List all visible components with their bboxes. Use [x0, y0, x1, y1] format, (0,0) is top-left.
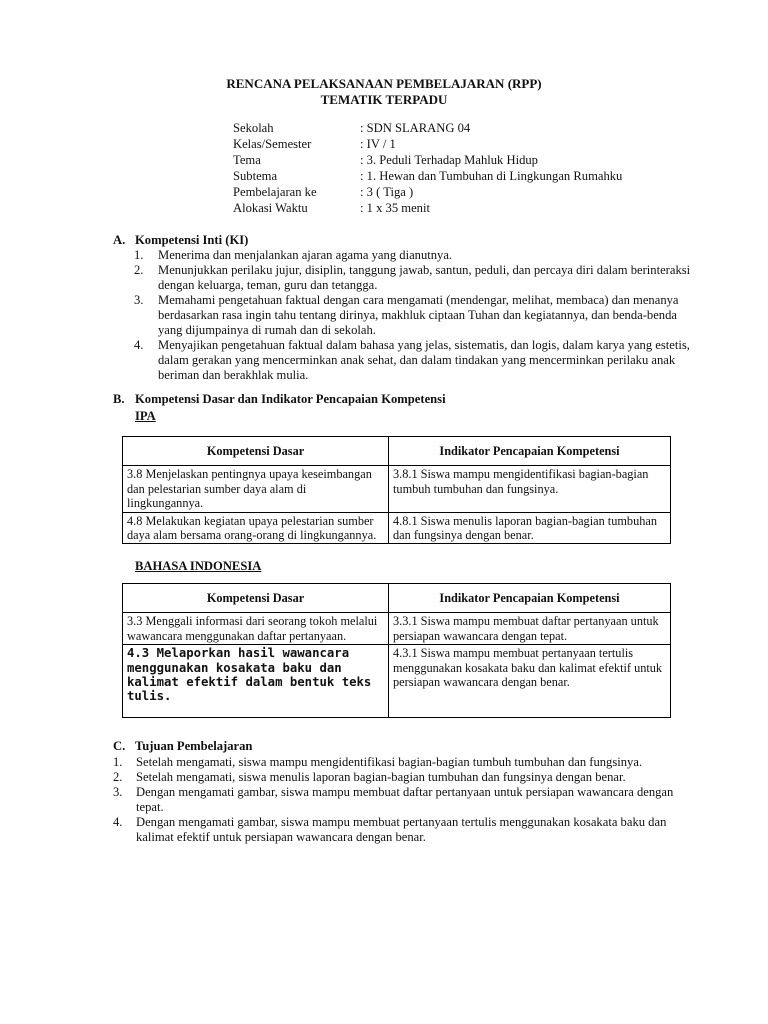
- column-header: Indikator Pencapaian Kompetensi: [389, 584, 671, 613]
- section-title: Kompetensi Dasar dan Indikator Pencapaian Kompetensi: [135, 392, 446, 406]
- identity-label: Kelas/Semester: [233, 137, 312, 151]
- identity-label: Alokasi Waktu: [233, 201, 308, 215]
- table-cell: 3.8.1 Siswa mampu mengidentifikasi bagian-bagian tumbuh tumbuhan dan fungsinya.: [389, 466, 671, 512]
- item-number: 4.: [113, 815, 123, 829]
- tujuan-list: [113, 755, 693, 845]
- table-cell: 3.3.1 Siswa mampu membuat daftar pertanyaan untuk persiapan wawancara dengan tepat.: [389, 613, 671, 645]
- list-item: [113, 785, 693, 815]
- section-letter: C.: [113, 739, 126, 753]
- item-number: 4.: [134, 338, 144, 352]
- identity-value: : SDN SLARANG 04: [360, 121, 471, 135]
- column-header: Kompetensi Dasar: [123, 437, 389, 466]
- identity-value: : 3. Peduli Terhadap Mahluk Hidup: [360, 153, 538, 167]
- table-cell: 3.3 Menggali informasi dari seorang tokoh melalui wawancara menggunakan daftar pertanyaan.: [123, 613, 389, 645]
- table-header-row: [123, 584, 671, 613]
- identity-label: Tema: [233, 153, 261, 167]
- column-header: Indikator Pencapaian Kompetensi: [389, 437, 671, 466]
- section-letter: A.: [113, 233, 126, 247]
- identity-value: : 1. Hewan dan Tumbuhan di Lingkungan Rumahku: [360, 169, 623, 183]
- table-cell: 4.8.1 Siswa menulis laporan bagian-bagian tumbuhan dan fungsinya dengan benar.: [389, 512, 671, 544]
- section-c-heading: [113, 739, 713, 755]
- item-text: Setelah mengamati, siswa menulis laporan bagian-bagian tumbuhan dan fungsinya dengan benar.: [136, 770, 626, 784]
- identity-label: Pembelajaran ke: [233, 185, 317, 199]
- item-text: Dengan mengamati gambar, siswa mampu membuat daftar pertanyaan untuk persiapan wawancara dengan tepat.: [136, 785, 674, 814]
- identity-value: : 3 ( Tiga ): [360, 185, 414, 199]
- item-number: 1.: [113, 755, 123, 769]
- item-number: 3.: [134, 293, 144, 307]
- subject-bindo-label: BAHASA INDONESIA: [135, 559, 262, 573]
- subject-ipa-label: IPA: [135, 409, 156, 423]
- table-row: [123, 645, 671, 718]
- item-text: Menunjukkan perilaku jujur, disiplin, tanggung jawab, santun, peduli, dan percaya diri dalam berinteraksi dengan keluarga, teman, guru dan tetangga.: [158, 263, 691, 292]
- table-cell: 4.3 Melaporkan hasil wawancara menggunakan kosakata baku dan kalimat efektif dalam bentuk teks tulis.: [123, 645, 389, 718]
- list-item: [134, 248, 694, 263]
- table-row: [123, 466, 671, 512]
- section-b-heading: [113, 392, 713, 408]
- item-number: 2.: [113, 770, 123, 784]
- table-cell: 4.8 Melakukan kegiatan upaya pelestarian sumber daya alam bersama orang-orang di lingkungannya.: [123, 512, 389, 544]
- item-number: 3.: [113, 785, 123, 799]
- section-letter: B.: [113, 392, 125, 406]
- list-item: [134, 338, 694, 383]
- item-text: Setelah mengamati, siswa mampu mengidentifikasi bagian-bagian tumbuh tumbuhan dan fungsinya.: [136, 755, 643, 769]
- item-text: Menerima dan menjalankan ajaran agama yang dianutnya.: [158, 248, 453, 262]
- identity-label: Sekolah: [233, 121, 274, 135]
- section-a-heading: [113, 233, 713, 249]
- list-item: [113, 815, 693, 845]
- table-header-row: [123, 437, 671, 466]
- item-text: Menyajikan pengetahuan faktual dalam bahasa yang jelas, sistematis, dan logis, dalam karya yang estetis, dalam gerakan yang mencerminkan anak sehat, dan dalam tindakan yang mencerminkan perilaku anak beriman dan berakhlak mulia.: [158, 338, 690, 382]
- list-item: [134, 293, 694, 338]
- identity-value: : IV / 1: [360, 137, 396, 151]
- list-item: [113, 755, 693, 770]
- ipa-competency-table: [122, 436, 671, 544]
- table-row: [123, 512, 671, 544]
- doc-title: RENCANA PELAKSANAAN PEMBELAJARAN (RPP): [226, 76, 542, 91]
- table-cell: 3.8 Menjelaskan pentingnya upaya keseimbangan dan pelestarian sumber daya alam di lingkungannya.: [123, 466, 389, 512]
- list-item: [134, 263, 694, 293]
- column-header: Kompetensi Dasar: [123, 584, 389, 613]
- list-item: [113, 770, 693, 785]
- doc-subtitle: TEMATIK TERPADU: [320, 92, 448, 107]
- identity-value: : 1 x 35 menit: [360, 201, 430, 215]
- table-cell: 4.3.1 Siswa mampu membuat pertanyaan tertulis menggunakan kosakata baku dan kalimat efektif untuk persiapan wawancara dengan benar.: [389, 645, 671, 718]
- section-title: Tujuan Pembelajaran: [135, 739, 253, 753]
- kompetensi-inti-list: [134, 248, 694, 383]
- identity-label: Subtema: [233, 169, 278, 183]
- section-title: Kompetensi Inti (KI): [135, 233, 249, 247]
- item-number: 1.: [134, 248, 144, 262]
- bindo-competency-table: [122, 583, 671, 718]
- item-text: Memahami pengetahuan faktual dengan cara mengamati (mendengar, melihat, membaca) dan menanya berdasarkan rasa ingin tahu tentang dirinya, makhluk ciptaan Tuhan dan kegiatannya, dan benda-benda yang dijumpainya di rumah dan di sekolah.: [158, 293, 679, 337]
- table-row: [123, 613, 671, 645]
- item-number: 2.: [134, 263, 144, 277]
- item-text: Dengan mengamati gambar, siswa mampu membuat pertanyaan tertulis menggunakan kosakata baku dan kalimat efektif untuk persiapan wawancara dengan benar.: [136, 815, 667, 844]
